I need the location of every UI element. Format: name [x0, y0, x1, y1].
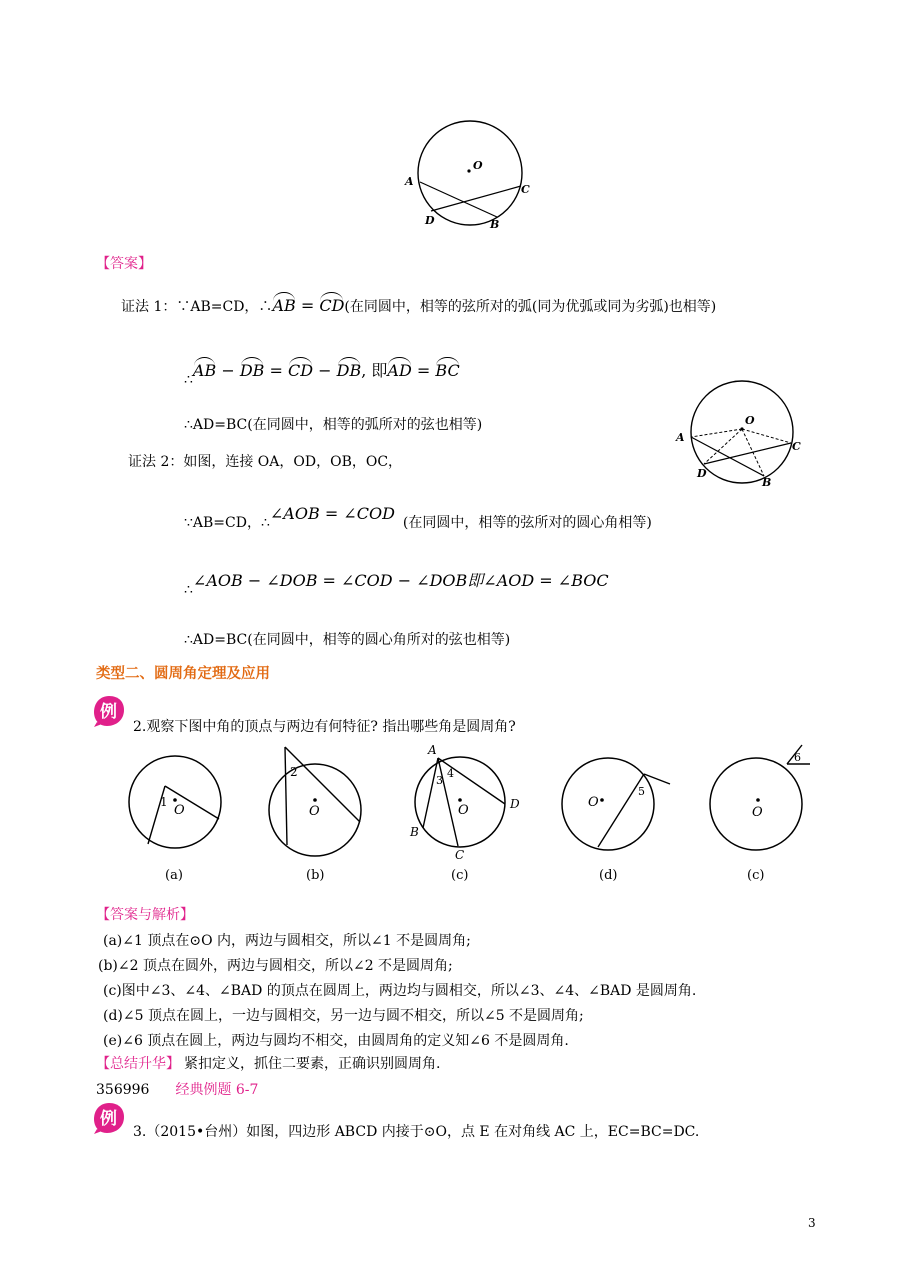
proof1-line2: [184, 361, 460, 388]
radius-ob: [742, 429, 764, 476]
svg-text:(c): (c): [451, 868, 469, 883]
circle-outline: [418, 121, 522, 225]
svg-text:B: B: [410, 825, 419, 839]
label-a: A: [405, 175, 414, 188]
answer-heading: 【答案】: [96, 256, 152, 272]
svg-text:(c): (c): [747, 868, 765, 883]
figure-circle-right: [672, 380, 812, 490]
label-c: C: [792, 440, 801, 453]
analysis-line-c: (c)图中∠3、∠4、∠BAD 的顶点在圆周上，两边均与圆相交，所以∠3、∠4、∠BAD 是圆周角.: [103, 983, 697, 999]
svg-text:O: O: [309, 804, 320, 819]
label-c: C: [521, 183, 530, 196]
summary-text: 紧扣定义，抓住二要素，正确识别圆周角.: [184, 1056, 441, 1072]
circle-e: [710, 745, 810, 883]
eq-sign: =: [411, 361, 436, 380]
svg-text:5: 5: [638, 785, 645, 798]
svg-text:(d): (d): [599, 868, 618, 883]
summary-heading: 【总结升华】: [96, 1056, 180, 1072]
svg-text:O: O: [174, 803, 185, 818]
proof2-reason: (在同圆中，相等的弦所对的圆心角相等): [402, 515, 652, 531]
analysis-line-e: (e)∠6 顶点在圆上，两边与圆均不相交，由圆周角的定义知∠6 不是圆周角.: [103, 1033, 569, 1049]
arc-db: DB: [239, 361, 265, 380]
item-code: 356996: [96, 1082, 150, 1098]
proof2-line2: [184, 504, 652, 531]
five-circles-figure: [120, 742, 820, 892]
arc-cd-2: CD: [287, 361, 314, 380]
svg-text:2: 2: [290, 765, 298, 779]
svg-text:O: O: [588, 795, 599, 810]
proof1-line3: ∴AD=BC(在同圆中，相等的弧所对的弦也相等): [184, 417, 483, 433]
arc-cd: CD: [319, 296, 345, 315]
eq-sign: =: [264, 361, 288, 380]
angle-equation: ∠AOB = ∠COD: [269, 504, 395, 523]
example-badge-icon: [92, 694, 126, 728]
radius-oc: [742, 429, 791, 443]
circle-c: [409, 743, 520, 883]
proof2-line3: [184, 571, 609, 598]
section-title: 类型二、圆周角定理及应用: [96, 665, 270, 682]
svg-text:1: 1: [160, 795, 168, 809]
svg-text:例: 例: [100, 702, 117, 722]
classic-example-link[interactable]: 经典例题 6-7: [175, 1082, 259, 1098]
minus-sign: −: [216, 361, 240, 380]
circle-d: [562, 758, 670, 883]
svg-text:O: O: [458, 803, 469, 818]
analysis-line-d: (d)∠5 顶点在圆上，一边与圆相交，另一边与圆不相交，所以∠5 不是圆周角;: [103, 1008, 584, 1024]
circle-a: [129, 756, 221, 883]
arc-bc: BC: [435, 361, 460, 380]
figure-circle-top: [395, 115, 545, 235]
example2-question: 2.观察下图中角的顶点与两边有何特征? 指出哪些角是圆周角?: [133, 719, 516, 735]
therefore-symbol: ∴: [184, 372, 193, 388]
label-b: B: [490, 218, 500, 231]
chord-cd: [704, 443, 791, 464]
label-b: B: [762, 476, 772, 489]
arc-db-2: DB: [336, 361, 362, 380]
example-badge-icon: [92, 1101, 126, 1135]
label-a: A: [676, 431, 685, 444]
svg-text:4: 4: [447, 767, 454, 780]
proof1-line1: [121, 297, 716, 316]
label-d: D: [425, 214, 435, 227]
angle-difference-equation: ∠AOB − ∠DOB = ∠COD − ∠DOB即∠AOD = ∠BOC: [192, 571, 609, 590]
analysis-heading: 【答案与解析】: [96, 907, 194, 923]
svg-text:D: D: [510, 797, 520, 811]
svg-text:A: A: [428, 743, 437, 757]
proof2-lead: ∵AB=CD，∴: [184, 515, 270, 531]
svg-text:(b): (b): [306, 868, 325, 883]
page-number: 3: [808, 1216, 816, 1230]
svg-text:C: C: [455, 848, 465, 862]
proof1-reason: (在同圆中，相等的弦所对的弧(同为优弧或同为劣弧)也相等): [344, 299, 717, 315]
proof2-line4: ∴AD=BC(在同圆中，相等的圆心角所对的弦也相等): [184, 632, 511, 648]
label-d: D: [697, 467, 707, 480]
ji-text: , 即: [361, 361, 388, 380]
analysis-line-b: (b)∠2 顶点在圆外，两边与圆相交，所以∠2 不是圆周角;: [98, 958, 453, 974]
circle-b: [269, 747, 361, 883]
summary-line: [96, 1055, 440, 1073]
svg-text:6: 6: [794, 751, 801, 764]
example3-question: 3.（2015•台州）如图，四边形 ABCD 内接于⊙O，点 E 在对角线 AC 上，EC=BC=DC.: [133, 1124, 700, 1140]
proof2-line1: 证法 2：如图，连接 OA，OD，OB，OC，: [128, 454, 403, 470]
proof1-lead: 证法 1：∵AB=CD，∴: [121, 299, 273, 315]
minus-sign: −: [313, 361, 337, 380]
chord-ab: [420, 182, 497, 217]
arc-ad: AD: [387, 361, 412, 380]
center-dot: [467, 169, 470, 172]
label-o: O: [473, 159, 483, 172]
code-line: [96, 1081, 258, 1099]
label-o: O: [745, 414, 755, 427]
eq-sign: =: [295, 296, 320, 315]
arc-ab: AB: [272, 296, 296, 315]
svg-text:(a): (a): [165, 868, 183, 883]
svg-text:3: 3: [436, 774, 443, 787]
therefore-symbol: ∴: [184, 582, 193, 598]
svg-text:O: O: [752, 805, 763, 820]
analysis-line-a: (a)∠1 顶点在⊙O 内，两边与圆相交，所以∠1 不是圆周角;: [103, 933, 471, 949]
svg-text:例: 例: [100, 1109, 117, 1129]
arc-ab-2: AB: [192, 361, 217, 380]
